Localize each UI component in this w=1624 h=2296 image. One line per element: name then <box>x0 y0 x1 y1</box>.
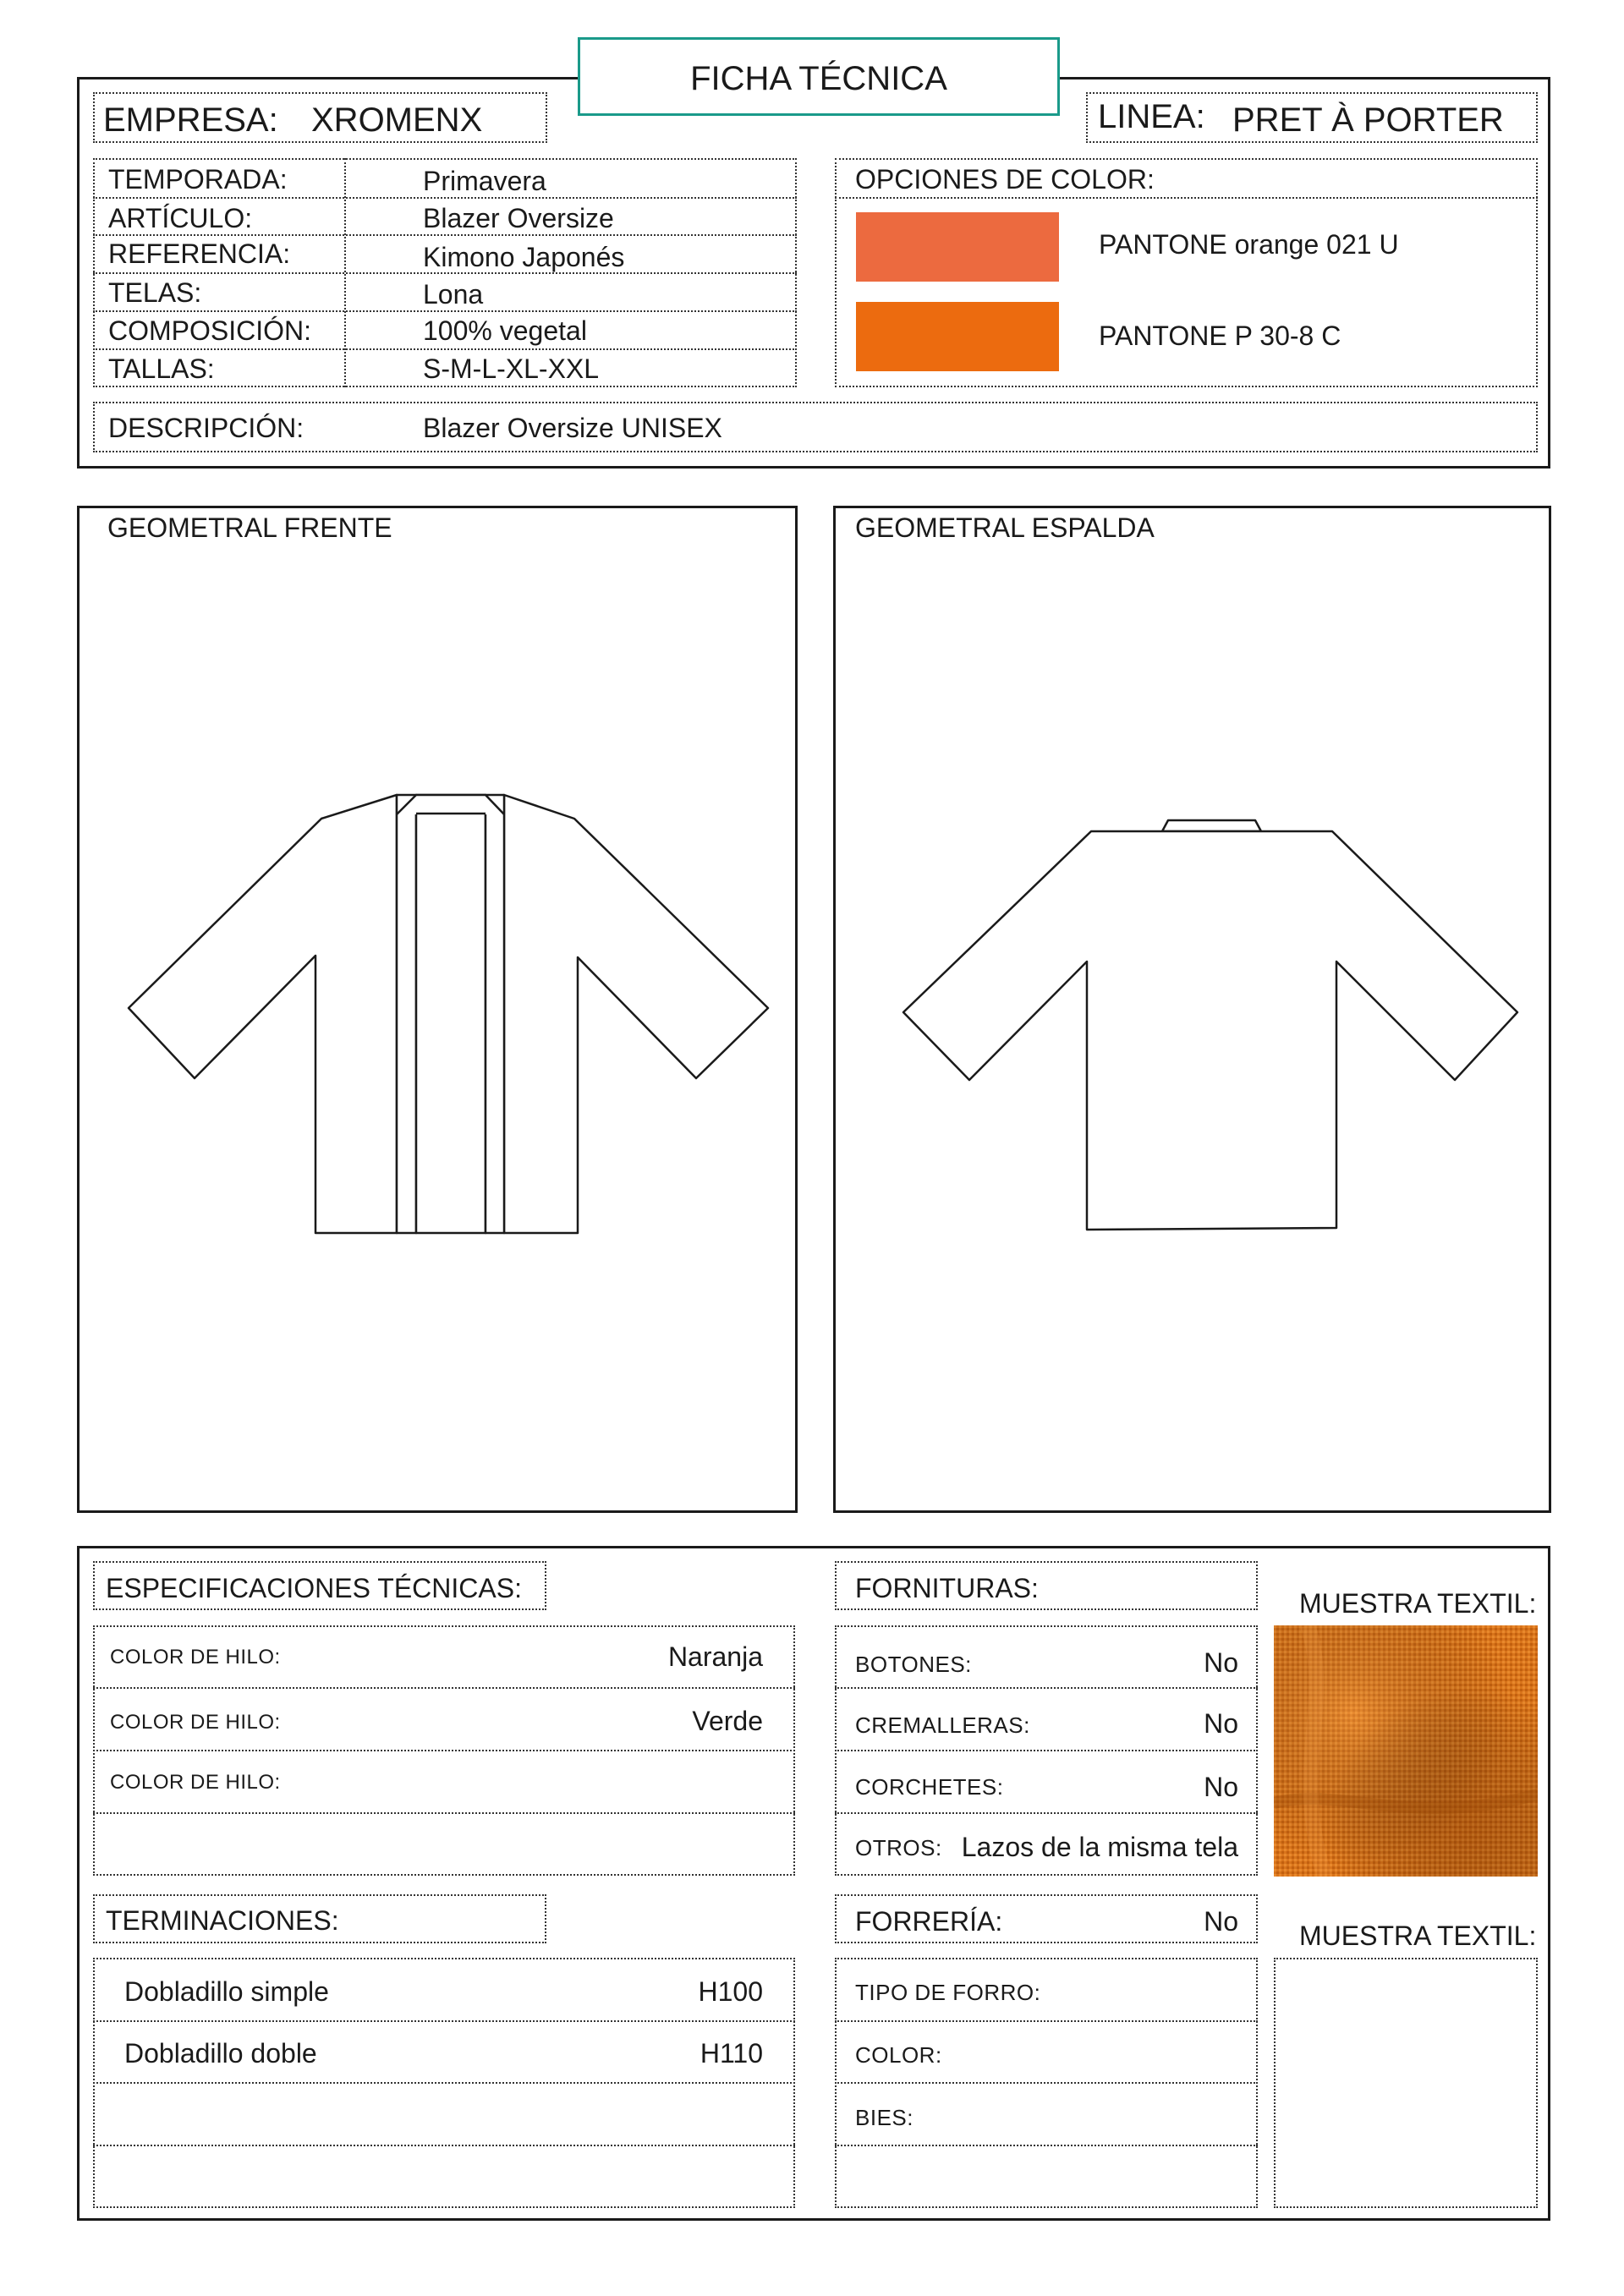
corchetes-label: CORCHETES: <box>855 1774 1004 1800</box>
referencia-label: REFERENCIA: <box>108 238 291 269</box>
botones-label: BOTONES: <box>855 1652 972 1677</box>
tallas-label: TALLAS: <box>108 353 215 384</box>
forro-color-label: COLOR: <box>855 2042 942 2068</box>
color-option-2-name: PANTONE P 30-8 C <box>1099 321 1341 351</box>
descripcion-label: DESCRIPCIÓN: <box>108 413 304 443</box>
referencia-value: Kimono Japonés <box>423 242 625 272</box>
fornituras-title: FORNITURAS: <box>855 1573 1039 1603</box>
color-option-1-name: PANTONE orange 021 U <box>1099 229 1399 260</box>
empresa-value: XROMENX <box>311 101 483 139</box>
linea-label: LINEA: <box>1098 98 1205 135</box>
geometral-back-label: GEOMETRAL ESPALDA <box>855 512 1155 543</box>
articulo-value: Blazer Oversize <box>423 203 614 233</box>
tipo-forro-label: TIPO DE FORRO: <box>855 1980 1041 2005</box>
fabric-texture <box>1274 1625 1538 1877</box>
geometral-front-label: GEOMETRAL FRENTE <box>107 512 392 543</box>
forreria-value: No <box>1204 1906 1238 1937</box>
empresa-label: EMPRESA: <box>103 101 278 139</box>
otros-label: OTROS: <box>855 1835 942 1860</box>
terminacion-label-1: Dobladillo simple <box>124 1976 329 2007</box>
hilo-label-2: COLOR DE HILO: <box>110 1711 281 1734</box>
fabric-swatch <box>1274 1625 1538 1877</box>
hilo-label-3: COLOR DE HILO: <box>110 1771 281 1794</box>
tallas-value: S-M-L-XL-XXL <box>423 353 600 384</box>
fabric-swatch-empty <box>1274 1958 1538 2208</box>
muestra-textil-label-1: MUESTRA TEXTIL: <box>1299 1588 1537 1619</box>
linea-value: PRET À PORTER <box>1232 101 1504 139</box>
composicion-value: 100% vegetal <box>423 315 587 346</box>
cremalleras-value: No <box>1204 1708 1238 1739</box>
temporada-value: Primavera <box>423 166 546 196</box>
temporada-label: TEMPORADA: <box>108 164 288 195</box>
otros-value: Lazos de la misma tela <box>961 1832 1238 1862</box>
descripcion-value: Blazer Oversize UNISEX <box>423 413 722 443</box>
page-title: FICHA TÉCNICA <box>690 60 947 97</box>
hilo-value-1: Naranja <box>667 1641 763 1672</box>
bies-label: BIES: <box>855 2105 914 2130</box>
muestra-textil-label-2: MUESTRA TEXTIL: <box>1299 1921 1537 1951</box>
cremalleras-label: CREMALLERAS: <box>855 1712 1030 1738</box>
botones-value: No <box>1204 1647 1238 1678</box>
composicion-label: COMPOSICIÓN: <box>108 315 312 346</box>
telas-value: Lona <box>423 279 484 310</box>
color-options-title: OPCIONES DE COLOR: <box>855 164 1155 195</box>
corchetes-value: No <box>1204 1772 1238 1802</box>
telas-label: TELAS: <box>108 277 202 308</box>
articulo-label: ARTÍCULO: <box>108 203 253 233</box>
hilo-label-1: COLOR DE HILO: <box>110 1646 281 1669</box>
terminacion-code-1: H100 <box>698 1976 763 2007</box>
hilo-value-2: Verde <box>692 1706 763 1736</box>
terminacion-code-2: H110 <box>700 2038 763 2069</box>
specs-title: ESPECIFICACIONES TÉCNICAS: <box>106 1573 522 1603</box>
forreria-title: FORRERÍA: <box>855 1906 1003 1937</box>
terminaciones-title: TERMINACIONES: <box>106 1905 339 1936</box>
terminacion-label-2: Dobladillo doble <box>124 2038 317 2069</box>
